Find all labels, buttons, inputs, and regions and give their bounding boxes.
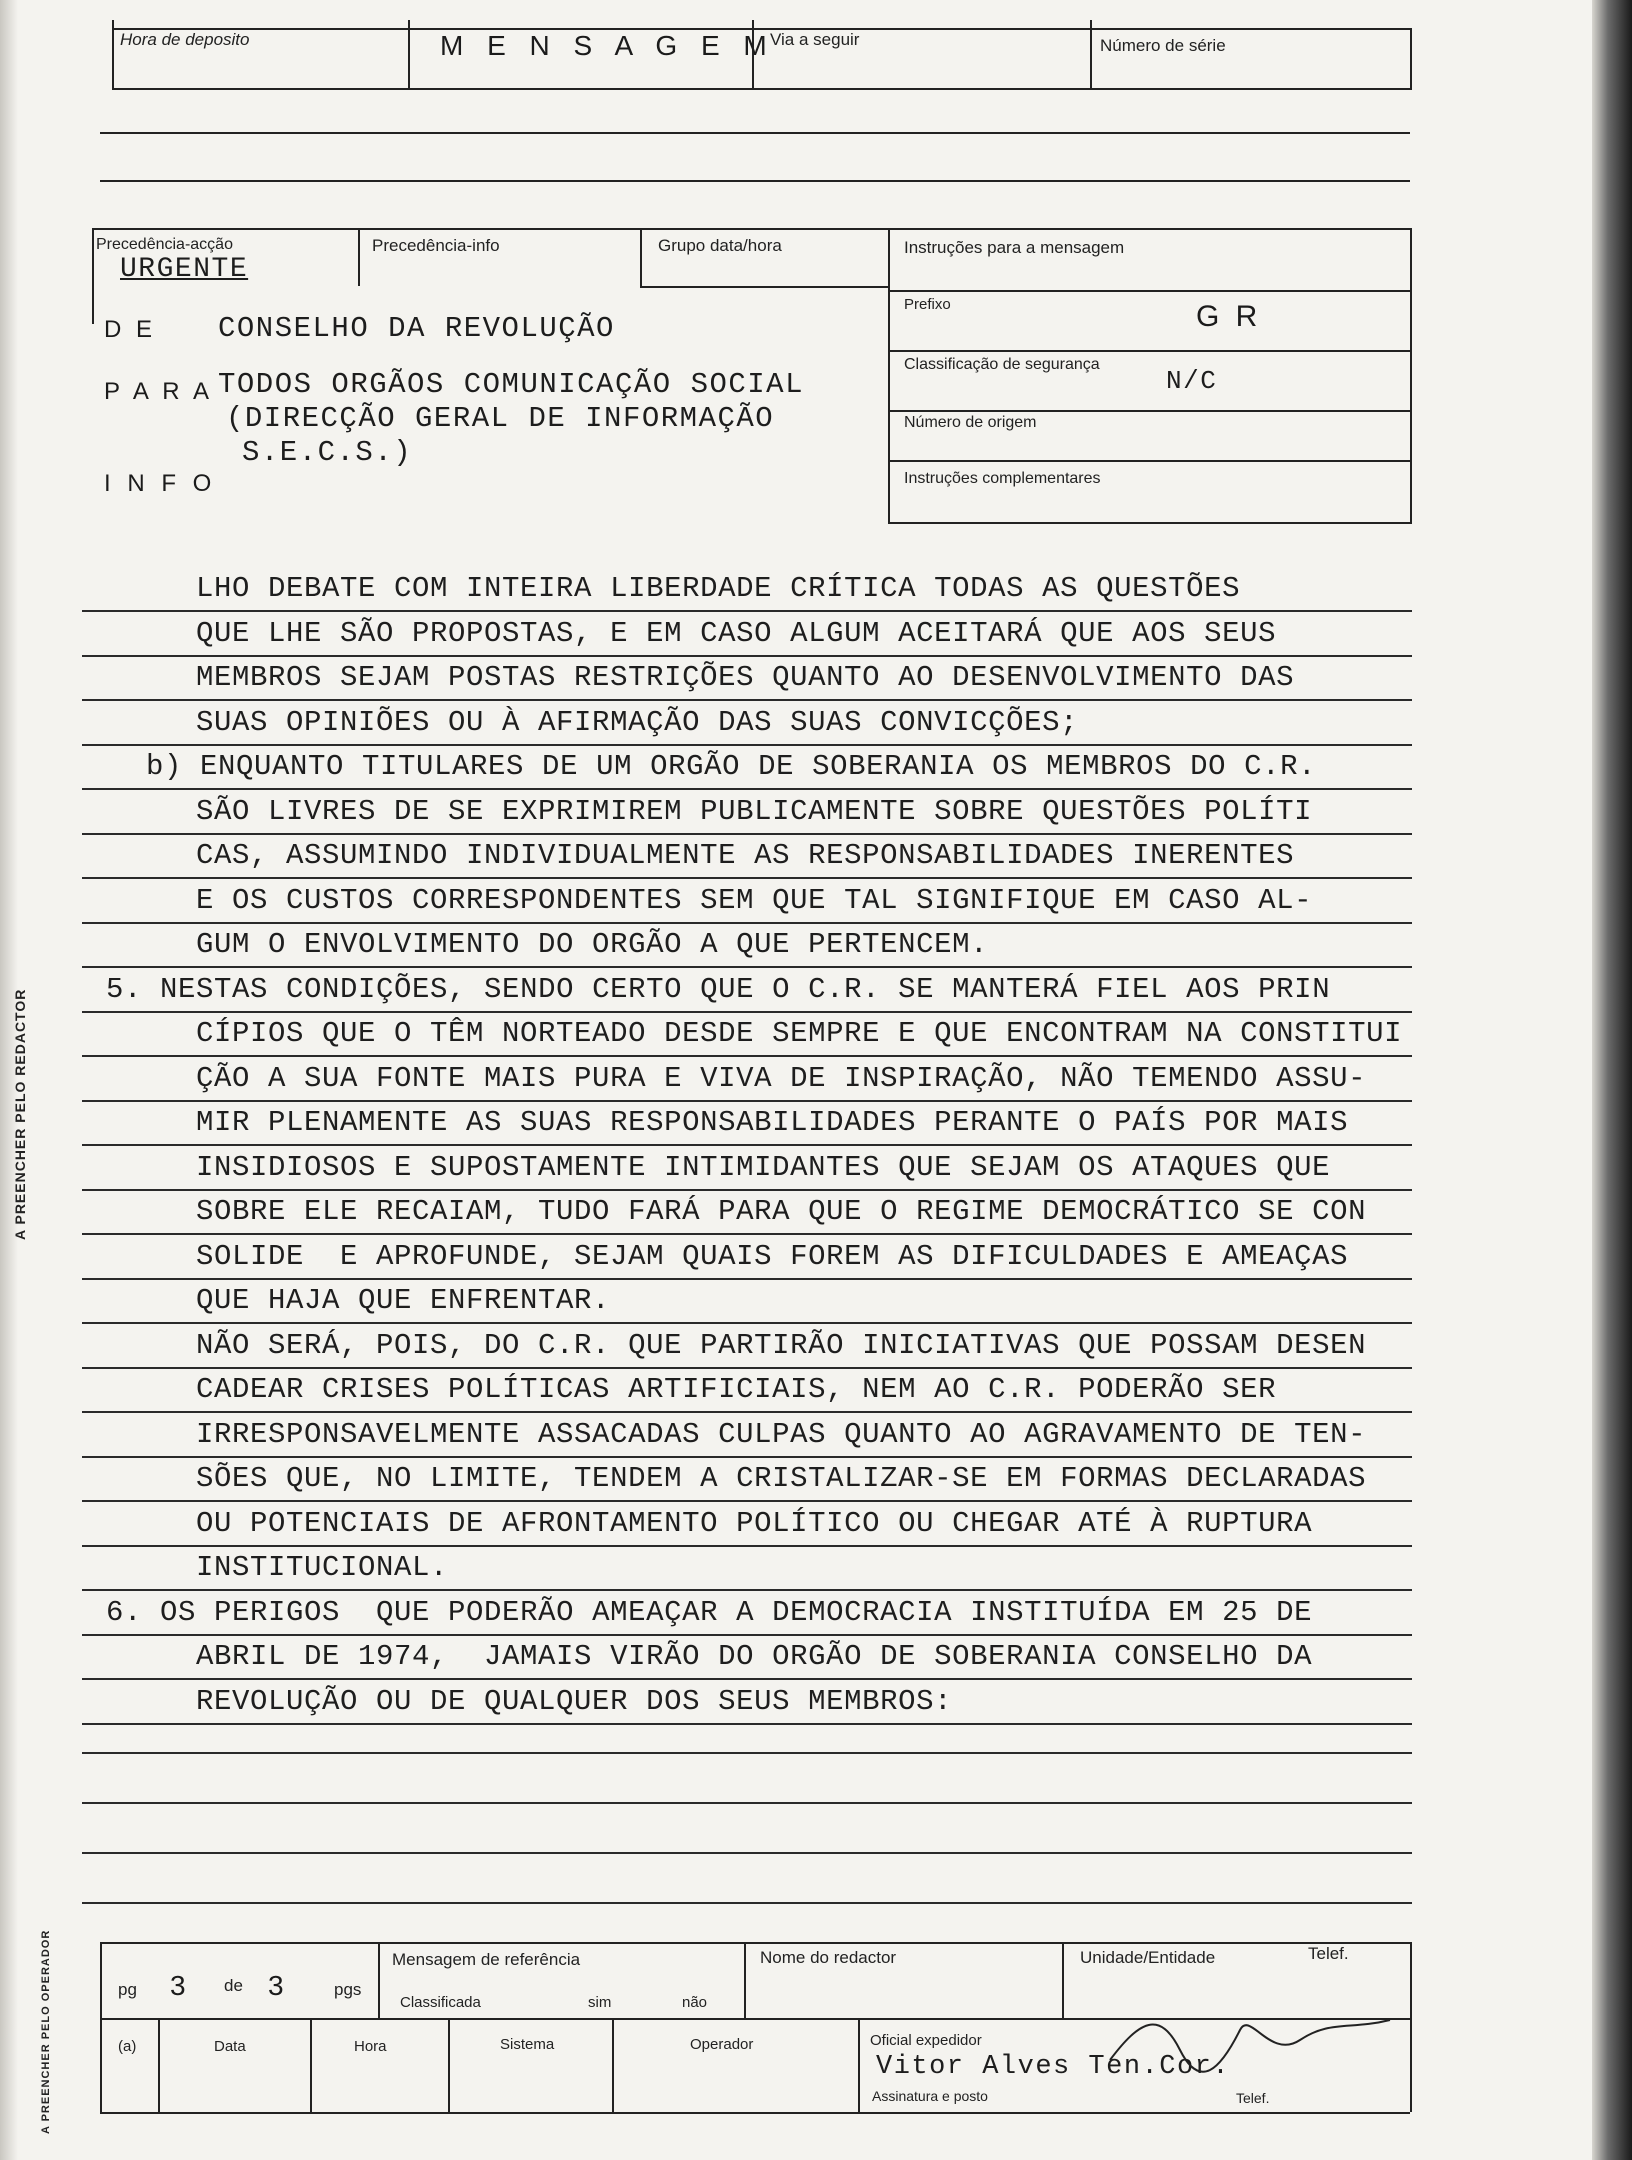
operador-label: Operador (690, 2036, 754, 2053)
message-line: ÇÃO A SUA FONTE MAIS PURA E VIVA DE INSPIRAÇÃO, NÃO TEMENDO ASSU- (196, 1061, 1367, 1095)
message-line: REVOLUÇÃO OU DE QUALQUER DOS SEUS MEMBROS: (196, 1684, 953, 1718)
message-line: CÍPIOS QUE O TÊM NORTEADO DESDE SEMPRE E QUE ENCONTRAM NA CONSTITUI (196, 1017, 1403, 1050)
para-label: P A R A (104, 378, 213, 405)
instrucoes-mensagem-label: Instruções para a mensagem (904, 238, 1125, 257)
ruled-line (82, 1100, 1412, 1102)
message-line: GUM O ENVOLVIMENTO DO ORGÃO A QUE PERTENCEM. (196, 928, 989, 961)
unidade-entidade-label: Unidade/Entidade (1080, 1948, 1216, 1967)
precedencia-accao-value: URGENTE (120, 254, 249, 285)
message-line: CAS, ASSUMINDO INDIVIDUALMENTE AS RESPONSABILIDADES INERENTES (196, 839, 1295, 872)
classificacao-value: N/C (1166, 366, 1218, 396)
sistema-label: Sistema (500, 2036, 555, 2053)
message-line: LHO DEBATE COM INTEIRA LIBERDADE CRÍTICA TODAS AS QUESTÕES (196, 572, 1241, 605)
message-line: b) ENQUANTO TITULARES DE UM ORGÃO DE SOBERANIA OS MEMBROS DO C.R. (146, 750, 1317, 783)
instrucoes-complementares-label: Instruções complementares (904, 470, 1101, 487)
ruled-line (82, 1634, 1412, 1636)
grupo-data-hora-label: Grupo data/hora (658, 236, 782, 255)
message-line: IRRESPONSAVELMENTE ASSACADAS CULPAS QUANTO AO AGRAVAMENTO DE TEN- (196, 1417, 1367, 1451)
message-line: MIR PLENAMENTE AS SUAS RESPONSABILIDADES PERANTE O PAÍS POR MAIS (196, 1106, 1349, 1139)
ruled-line (82, 1678, 1412, 1680)
message-line: SOLIDE E APROFUNDE, SEJAM QUAIS FOREM AS DIFICULDADES E AMEAÇAS (196, 1239, 1349, 1273)
message-line: QUE HAJA QUE ENFRENTAR. (196, 1284, 611, 1317)
message-line: MEMBROS SEJAM POSTAS RESTRIÇÕES QUANTO AO DESENVOLVIMENTO DAS (196, 661, 1295, 694)
ruled-line (82, 699, 1412, 701)
pg-label: pg (118, 1980, 137, 1999)
ruled-line (82, 833, 1412, 835)
oficial-expedidor-name: Vitor Alves Ten.Cor. (876, 2052, 1231, 2082)
numero-serie-label: Número de série (1100, 36, 1226, 55)
para-line-2: (DIRECÇÃO GERAL DE INFORMAÇÃO (226, 402, 775, 435)
de-label: D E (104, 316, 157, 343)
precedencia-accao-label: Precedência-acção (96, 236, 233, 253)
assinatura-posto-label: Assinatura e posto (872, 2088, 988, 2104)
message-line: INSIDIOSOS E SUPOSTAMENTE INTIMIDANTES QUE SEJAM OS ATAQUES QUE (196, 1150, 1331, 1184)
message-line: SÃO LIVRES DE SE EXPRIMIREM PUBLICAMENTE SOBRE QUESTÕES POLÍTI (196, 794, 1313, 828)
mensagem-referencia-label: Mensagem de referência (392, 1950, 581, 1969)
prefixo-value: G R (1196, 300, 1262, 333)
message-line: SOBRE ELE RECAIAM, TUDO FARÁ PARA QUE O REGIME DEMOCRÁTICO SE CON (196, 1195, 1367, 1228)
classificada-label: Classificada (400, 1994, 481, 2011)
message-line: 6. OS PERIGOS QUE PODERÃO AMEAÇAR A DEMOCRACIA INSTITUÍDA EM 25 DE (106, 1595, 1313, 1629)
ruled-line (82, 1456, 1412, 1458)
form-title: M E N S A G E M (440, 30, 775, 61)
ruled-line (82, 1144, 1412, 1146)
hora-label: Hora (354, 2038, 387, 2055)
para-line-3: S.E.C.S.) (242, 436, 413, 469)
de-value: CONSELHO DA REVOLUÇÃO (218, 312, 615, 345)
ruled-line (82, 1011, 1412, 1013)
ruled-line (82, 1723, 1412, 1725)
ruled-line (82, 1278, 1412, 1280)
a-label: (a) (118, 2038, 137, 2055)
ruled-line (82, 1500, 1412, 1502)
ruled-line (82, 1367, 1412, 1369)
para-line-1: TODOS ORGÃOS COMUNICAÇÃO SOCIAL (218, 368, 804, 401)
info-label: I N F O (104, 470, 217, 497)
ruled-line (82, 1055, 1412, 1057)
handwritten-signature (1100, 2000, 1400, 2080)
oficial-expedidor-label: Oficial expedidor (870, 2032, 982, 2049)
precedencia-info-label: Precedência-info (372, 236, 500, 255)
data-label: Data (214, 2038, 246, 2055)
page-current: 3 (170, 1970, 186, 2001)
sim-label: sim (588, 1994, 612, 2011)
numero-origem-label: Número de origem (904, 414, 1037, 431)
ruled-line (82, 1545, 1412, 1547)
ruled-line (82, 788, 1412, 790)
message-line: INSTITUCIONAL. (196, 1551, 449, 1584)
ruled-line (82, 966, 1412, 968)
classificacao-label: Classificação de segurança (904, 356, 1100, 373)
via-seguir-label: Via a seguir (770, 30, 860, 49)
ruled-line (82, 877, 1412, 879)
telef-2-label: Telef. (1236, 2090, 1270, 2106)
right-paper-edge (1592, 0, 1632, 2160)
side-label-operador: A PREENCHER PELO OPERADOR (40, 1929, 52, 2134)
de-page-label: de (224, 1976, 243, 1995)
ruled-line (82, 1589, 1412, 1591)
message-line: E OS CUSTOS CORRESPONDENTES SEM QUE TAL SIGNIFIQUE EM CASO AL- (196, 883, 1313, 917)
nome-redactor-label: Nome do redactor (760, 1948, 897, 1967)
message-line: NÃO SERÁ, POIS, DO C.R. QUE PARTIRÃO INICIATIVAS QUE POSSAM DESEN (196, 1328, 1367, 1362)
ruled-line (82, 922, 1412, 924)
message-line: 5. NESTAS CONDIÇÕES, SENDO CERTO QUE O C.R. SE MANTERÁ FIEL AOS PRIN (106, 972, 1331, 1006)
message-line: SUAS OPINIÕES OU À AFIRMAÇÃO DAS SUAS CONVICÇÕES; (196, 705, 1079, 739)
message-line: ABRIL DE 1974, JAMAIS VIRÃO DO ORGÃO DE SOBERANIA CONSELHO DA (196, 1640, 1313, 1673)
side-label-redactor: A PREENCHER PELO REDACTOR (12, 988, 28, 1240)
page-total: 3 (268, 1970, 284, 2001)
ruled-line (82, 655, 1412, 657)
prefixo-label: Prefixo (904, 296, 951, 313)
ruled-line (82, 1189, 1412, 1191)
message-line: CADEAR CRISES POLÍTICAS ARTIFICIAIS, NEM AO C.R. PODERÃO SER (196, 1373, 1277, 1406)
hora-deposito-label: Hora de deposito (120, 30, 250, 49)
message-line: QUE LHE SÃO PROPOSTAS, E EM CASO ALGUM ACEITARÁ QUE AOS SEUS (196, 616, 1277, 650)
ruled-line (82, 744, 1412, 746)
message-line: SÕES QUE, NO LIMITE, TENDEM A CRISTALIZAR-SE EM FORMAS DECLARADAS (196, 1462, 1367, 1495)
message-line: OU POTENCIAIS DE AFRONTAMENTO POLÍTICO OU CHEGAR ATÉ À RUPTURA (196, 1506, 1313, 1540)
nao-label: não (682, 1994, 708, 2011)
ruled-line (82, 1322, 1412, 1324)
ruled-line (82, 1411, 1412, 1413)
telef-label: Telef. (1308, 1944, 1349, 1963)
ruled-line (82, 1233, 1412, 1235)
pgs-label: pgs (334, 1980, 362, 1999)
ruled-line (82, 610, 1412, 612)
